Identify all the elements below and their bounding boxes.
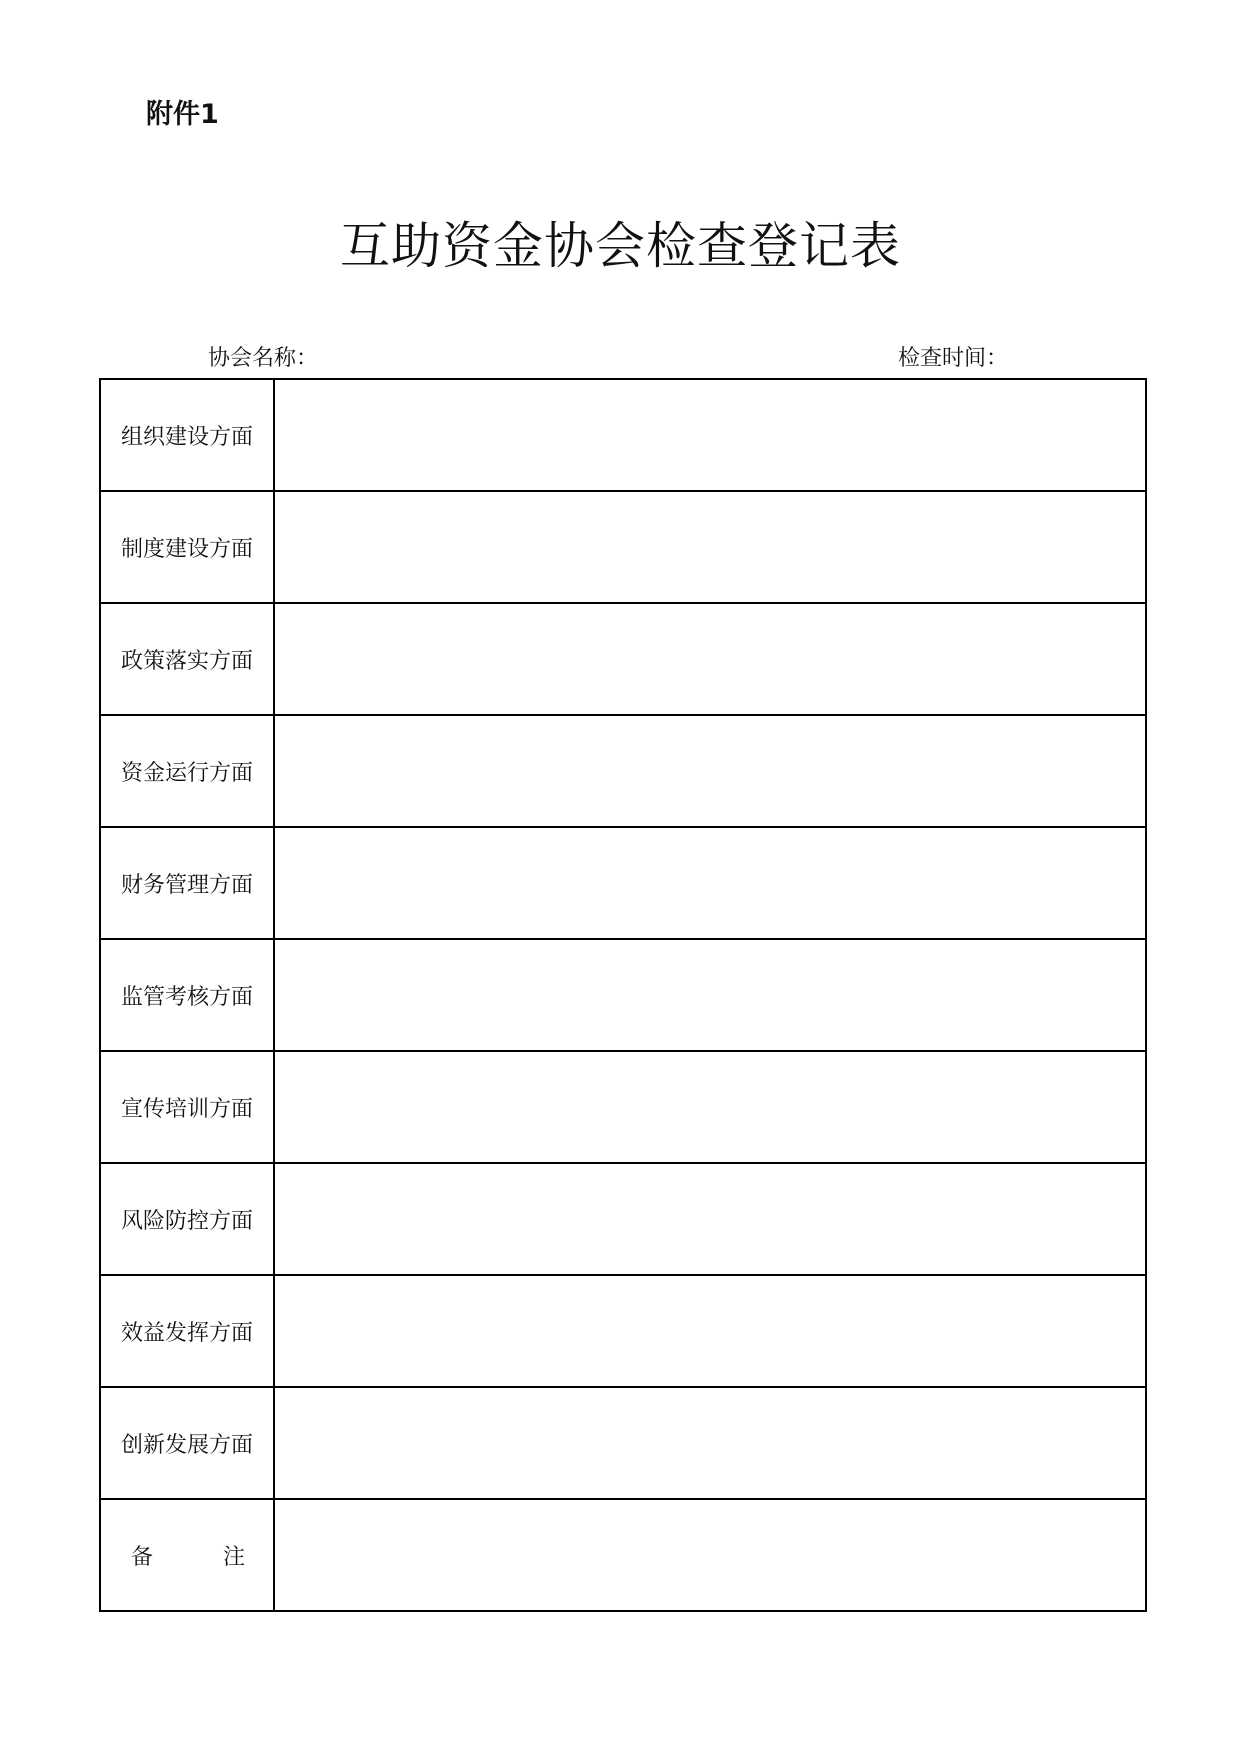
- row-label: 宣传培训方面: [100, 1051, 274, 1163]
- table-row: [100, 1163, 1146, 1275]
- row-content-cell[interactable]: [274, 1275, 1146, 1387]
- remarks-label-char: 备: [131, 1544, 154, 1570]
- table-row: [100, 939, 1146, 1051]
- association-name-label: 协会名称：: [208, 346, 319, 371]
- remarks-label-char: 注: [222, 1544, 245, 1570]
- inspection-form-table: [99, 378, 1147, 1612]
- table-row: [100, 1387, 1146, 1499]
- table-row: [100, 1051, 1146, 1163]
- row-label: 效益发挥方面: [100, 1275, 274, 1387]
- row-content-cell[interactable]: [274, 1051, 1146, 1163]
- page-title: 互助资金协会检查登记表: [340, 217, 901, 275]
- row-label: 财务管理方面: [100, 827, 274, 939]
- row-label: 监管考核方面: [100, 939, 274, 1051]
- row-content-cell[interactable]: [274, 827, 1146, 939]
- row-content-cell[interactable]: [274, 491, 1146, 603]
- remarks-row: [100, 1499, 1146, 1611]
- table-row: [100, 1275, 1146, 1387]
- remarks-content-cell[interactable]: [274, 1499, 1146, 1611]
- row-label: 政策落实方面: [100, 603, 274, 715]
- row-content-cell[interactable]: [274, 603, 1146, 715]
- row-content-cell[interactable]: [274, 379, 1146, 491]
- row-content-cell[interactable]: [274, 939, 1146, 1051]
- attachment-label: 附件1: [146, 99, 219, 130]
- table-row: [100, 827, 1146, 939]
- row-label: 创新发展方面: [100, 1387, 274, 1499]
- row-label: 风险防控方面: [100, 1163, 274, 1275]
- table-row: [100, 603, 1146, 715]
- row-label: 制度建设方面: [100, 491, 274, 603]
- row-content-cell[interactable]: [274, 715, 1146, 827]
- table-row: [100, 491, 1146, 603]
- row-content-cell[interactable]: [274, 1387, 1146, 1499]
- row-label: 组织建设方面: [100, 379, 274, 491]
- row-content-cell[interactable]: [274, 1163, 1146, 1275]
- table-row: [100, 379, 1146, 491]
- inspection-time-label: 检查时间：: [898, 346, 1009, 371]
- row-label: 资金运行方面: [100, 715, 274, 827]
- table-row: [100, 715, 1146, 827]
- remarks-label: [100, 1499, 274, 1611]
